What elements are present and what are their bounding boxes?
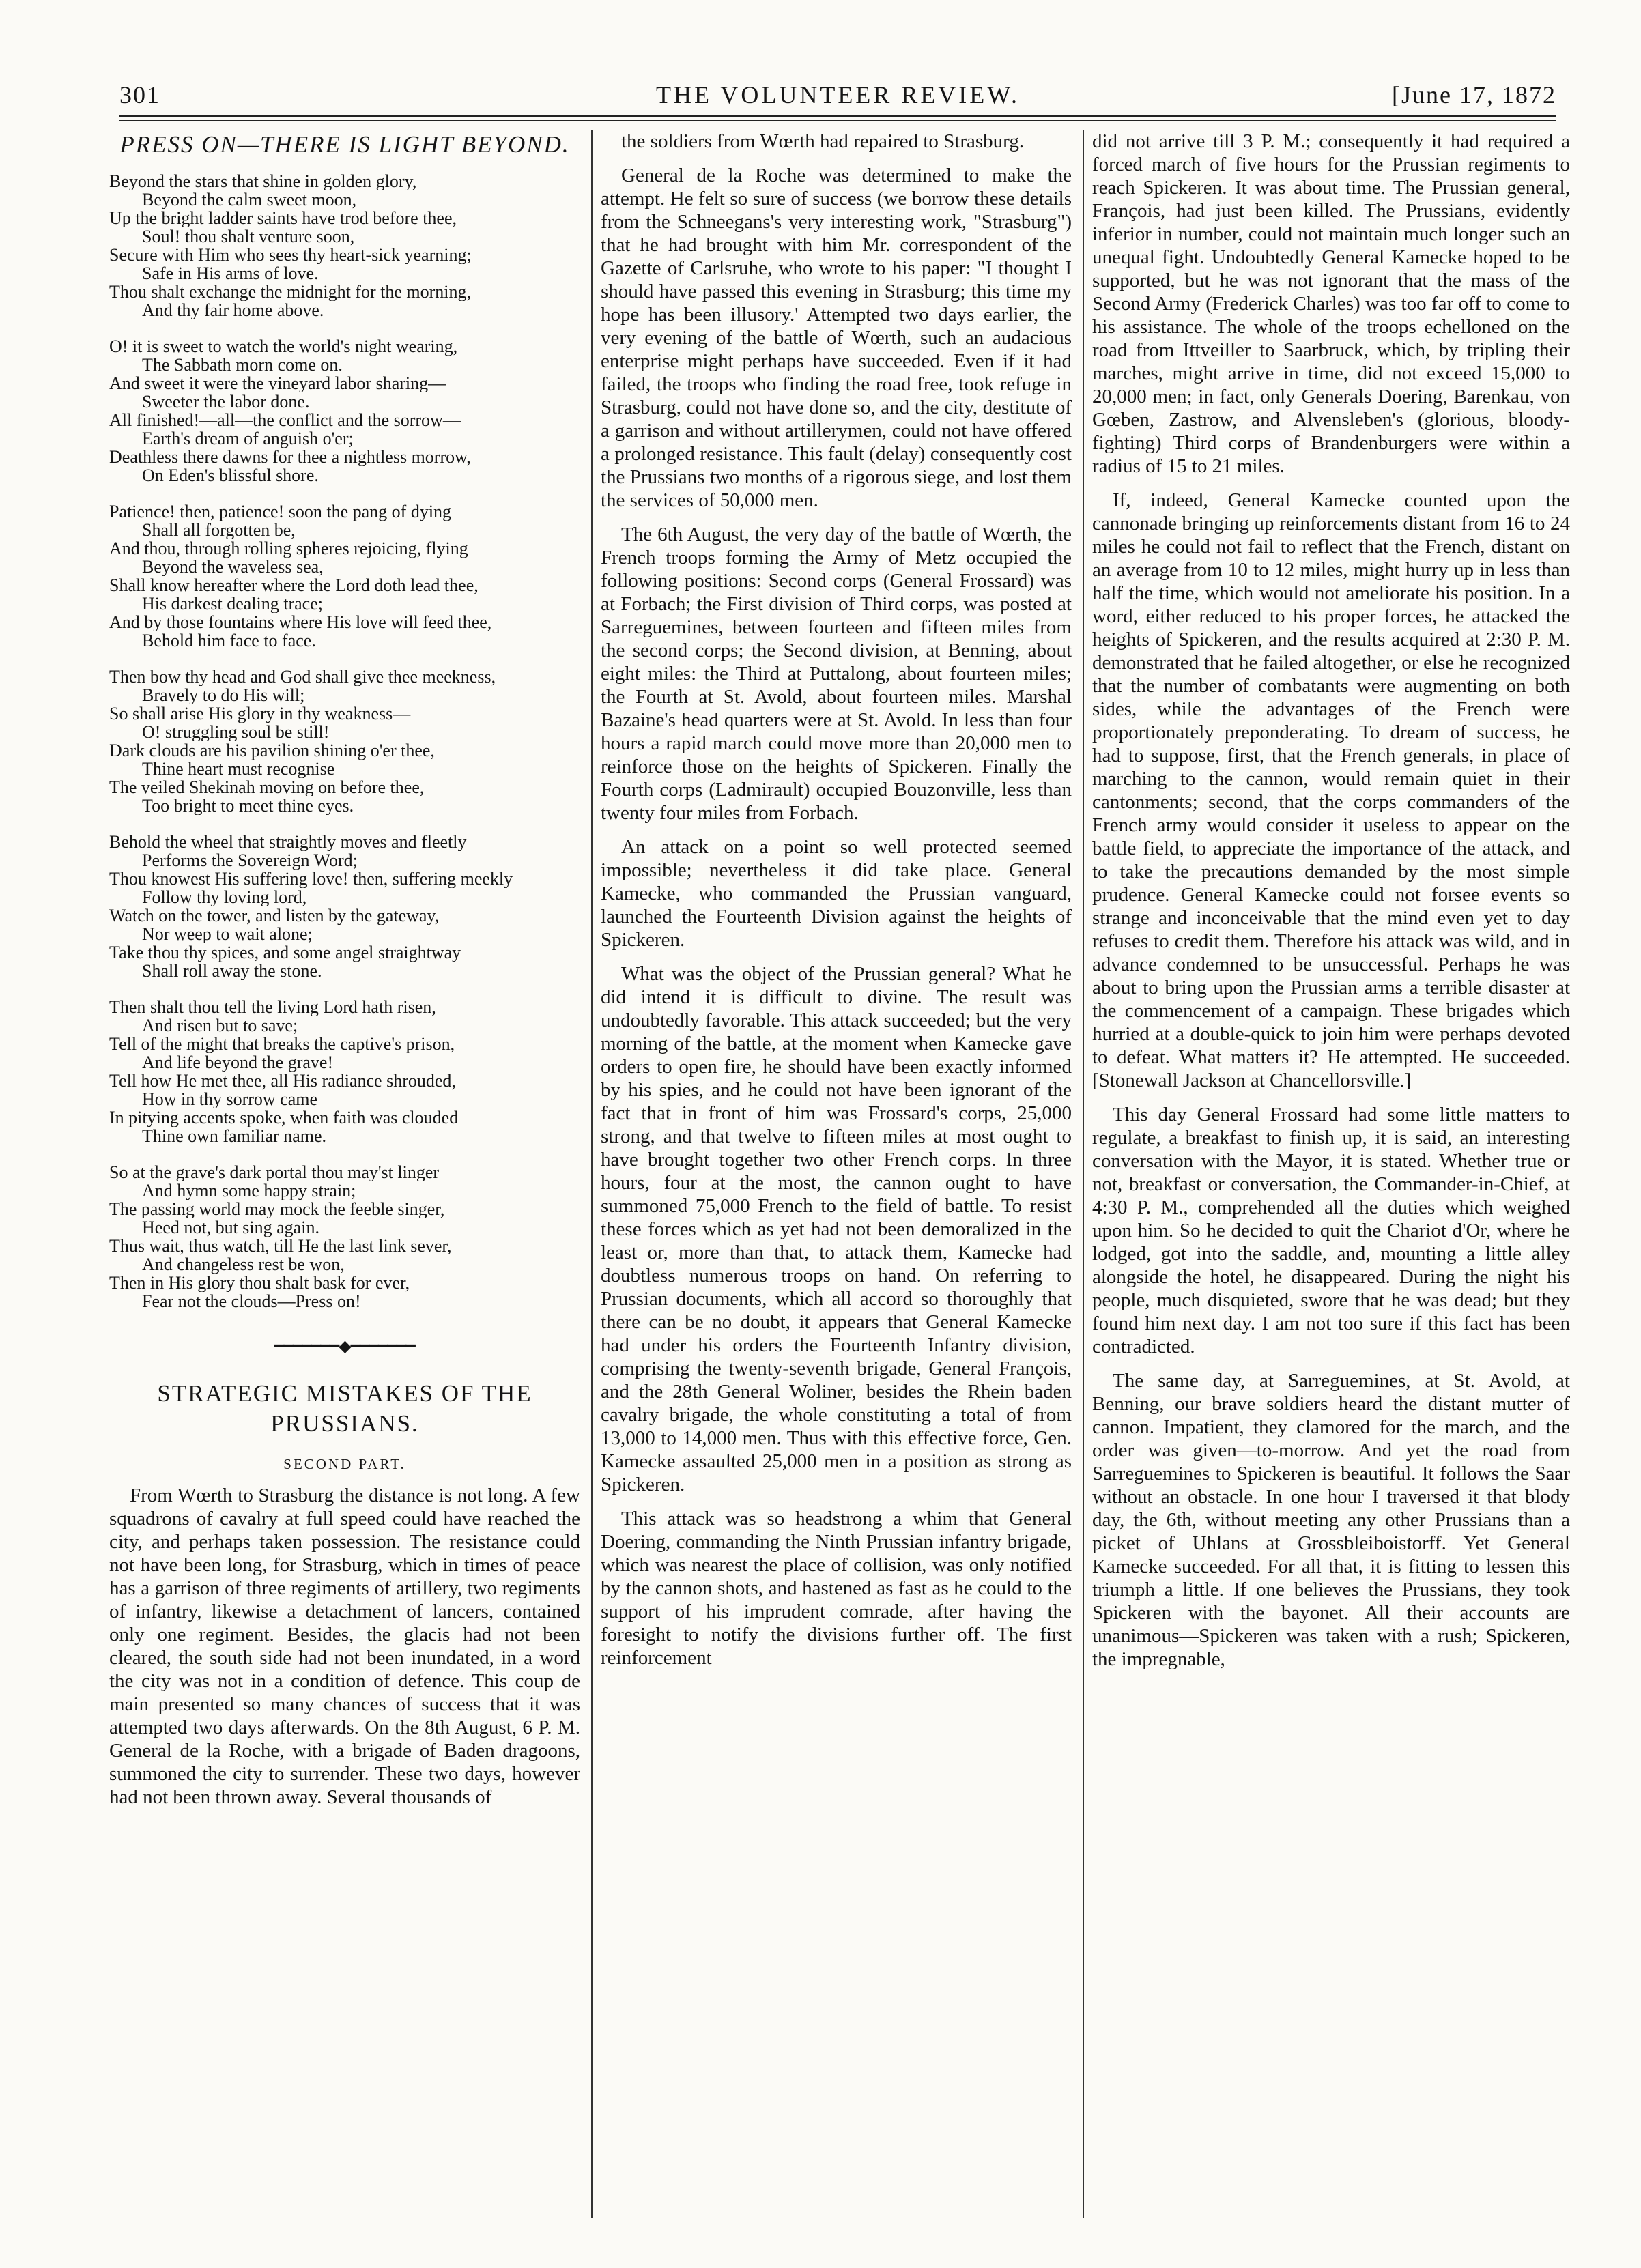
poem-line: And risen but to save; — [142, 1016, 298, 1035]
poem-line: Thine own familiar name. — [142, 1127, 327, 1145]
article-paragraph: This day General Frossard had some little matters to regulate, a breakfast to finish up, it is said, an interesting conversation with the Mayor, it is stated. Whether true or not, breakfast or conversation, the Commander-in-Chief, at 4:30 P. M., comprehended all the duties which weighed upon him. So he decided to quit the Chariot d'Or, where he lodged, got into the saddle, and, mounting a little alley alongside the hotel, he disappeared. During the night his people, much disquieted, swore that he was dead; but they found him next day. I am not too sure if this fact has been contradicted. — [1092, 1104, 1570, 1358]
poem-line: In pitying accents spoke, when faith was clouded — [109, 1108, 459, 1127]
article-paragraph: the soldiers from Wœrth had repaired to Strasburg. — [621, 130, 1025, 152]
column-1 — [109, 130, 580, 2218]
article-paragraph: If, indeed, General Kamecke counted upon the cannonade bringing up reinforcements distant from 16 to 24 miles he could not fail to reflect that the French, distant on an average from 10 to 12 miles, might hurry up in less than half the time, which would not ameliorate his position. In a word, either reduced to his proper forces, he attacked the heights of Spickeren, and the results acquired at 2:30 P. M. demonstrated that he failed altogether, or else he recognized that the number of combatants were augmenting on both sides, while the advantages of the French were proportionately preponderating. To dream of success, he had to suppose, first, that the French generals, in place of marching to the cannon, would remain quiet in their cantonments; second, that the corps commanders of the French army would consider it useless to appear on the battle field, to appreciate the importance of the attack, and to take the precautions demanded by the most simple prudence. General Kamecke could not forsee events so strange and inconceivable that the mind even yet to day refuses to credit them. Therefore his attack was wild, and in advance condemned to be unsuccessful. Perhaps he was about to bring upon the Prussian arms a terrible disaster at the commencement of a campaign. These brigades which hurried at a double-quick to join him were perhaps devoted to defeat. What matters it? He attempted. He succeeded. [Stonewall Jackson at Chancellorsville.] — [1092, 489, 1570, 1091]
poem-line: And life beyond the grave! — [142, 1053, 334, 1072]
article-paragraph: The 6th August, the very day of the battle of Wœrth, the French troops forming the Army of Metz occupied the following positions: Second corps (General Frossard) was at Forbach; the First division of Third corps, was posted at Sarreguemines, between fourteen and fifteen miles from the second corps; the Second division, at Benning, about eight miles: the Third at Puttalong, about fourteen miles; the Fourth at St. Avold, about fourteen miles. Marshal Bazaine's head quarters were at St. Avold. In less than four hours a rapid march could move more than 20,000 men to reinforce those on the heights of Spickeren. Finally the Fourth corps (Ladmirault) occupied Bouzonville, less than twenty four miles from Forbach. — [601, 523, 1072, 824]
poem-line: Patience! then, patience! soon the pang of dying — [109, 502, 452, 521]
poem-line: Performs the Sovereign Word; — [142, 851, 358, 870]
poem-line: Secure with Him who sees thy heart-sick yearning; — [109, 246, 472, 264]
poem-line: Thou shalt exchange the midnight for the morning, — [109, 283, 471, 301]
section-ornament: ━━━━━━━◆━━━━━━━ — [274, 1338, 415, 1355]
poem-line: Fear not the clouds—Press on! — [142, 1292, 361, 1310]
poem-line: Thou knowest His suffering love! then, suffering meekly — [109, 870, 513, 888]
poem-line: Nor weep to wait alone; — [142, 925, 313, 943]
poem-line: Tell how He met thee, all His radiance shrouded, — [109, 1072, 456, 1090]
poem-line: Bravely to do His will; — [142, 686, 305, 704]
poem-line: Behold the wheel that straightly moves and fleetly — [109, 833, 467, 851]
poem-line: Follow thy loving lord, — [142, 888, 307, 906]
poem-stanza — [109, 1163, 580, 1310]
poem-line: Beyond the stars that shine in golden glory, — [109, 172, 417, 190]
publication-title: THE VOLUNTEER REVIEW. — [656, 81, 1020, 109]
page-number: 301 — [119, 81, 160, 109]
poem-line: Too bright to meet thine eyes. — [142, 796, 354, 815]
column-divider — [1083, 130, 1084, 2218]
poem-line: Shall know hereafter where the Lord doth lead thee, — [109, 576, 479, 594]
poem-line: O! it is sweet to watch the world's night wearing, — [109, 337, 458, 356]
column-3-text — [1092, 130, 1570, 1671]
article-paragraph: From Wœrth to Strasburg the distance is not long. A few squadrons of cavalry at full speed could have reached the city, and perhaps taken possession. The resistance could not have been long, for Strasburg, which in times of peace has a garrison of three regiments of artillery, two regiments of infantry, likewise a detachment of lancers, contained only one regiment. Besides, the glacis had not been cleared, the south side had not been inundated, in a word the city was not in a condition of defence. This coup de main presented so many chances of success that it was attempted two days afterwards. On the 8th August, 6 P. M. General de la Roche, with a brigade of Baden dragoons, summoned the city to surrender. These two days, however had not been thrown away. Several thousands of — [109, 1484, 580, 1808]
poem-stanza — [109, 502, 580, 650]
poem-line: Tell of the might that breaks the captive's prison, — [109, 1035, 455, 1053]
poem-stanza — [109, 172, 580, 319]
column-1-text — [109, 1484, 580, 1809]
article-paragraph: An attack on a point so well protected seemed impossible; nevertheless it did take place. General Kamecke, who commanded the Prussian vanguard, launched the Fourteenth Division against the heights of Spickeren. — [601, 836, 1072, 951]
poem-line: So shall arise His glory in thy weakness— — [109, 704, 411, 723]
issue-date: [June 17, 1872 — [1392, 81, 1556, 109]
article-paragraph: This attack was so headstrong a whim that General Doering, commanding the Ninth Prussian infantry brigade, which was nearest the place of collision, was only notified by the cannon shots, and hastened as fast as he could to the support of his imprudent comrade, after having the foresight to notify the divisions further off. The first reinforcement — [601, 1508, 1072, 1669]
poem-line: How in thy sorrow came — [142, 1090, 318, 1108]
article-paragraph: What was the object of the Prussian general? What he did intend it is difficult to divine. The result was undoubtedly favorable. This attack succeeded; but the very morning of the battle, at the moment when Kamecke gave orders to open fire, he should have been exactly informed by his spies, and he could not have been ignorant of the fact that in front of him was Frossard's corps, 25,000 strong, and that twelve to fifteen miles at most ought to have brought together two other French corps. In three hours, four at the most, the cannon ought to have summoned 75,000 French to the field of battle. To resist these forces which as yet had not been demoralized in the least or, more than that, to attack them, Kamecke had doubtless numerous troops on hand. On referring to Prussian documents, which all accord so thoroughly that there can be no doubt, it appears that General Kamecke had under his orders the Fourteenth Infantry division, comprising the twenty-seventh brigade, General François, and the 28th General Woliner, besides the Rhein baden cavalry brigade, the whole constituting a total of from 13,000 to 14,000 men. Thus with this effective force, Gen. Kamecke assaulted 25,000 men in a position as strong as Spickeren. — [601, 963, 1072, 1495]
column-2 — [601, 130, 1072, 2218]
poem-line: Beyond the waveless sea, — [142, 558, 324, 576]
poem-title: PRESS ON—THERE IS LIGHT BEYOND. — [119, 131, 570, 158]
poem-line: The Sabbath morn come on. — [142, 356, 343, 374]
poem-line: All finished!—all—the conflict and the sorrow— — [109, 411, 461, 429]
poem-line: And by those fountains where His love will feed thee, — [109, 613, 492, 631]
poem-line: Dark clouds are his pavilion shining o'er thee, — [109, 741, 435, 760]
poem-line: Thine heart must recognise — [142, 760, 335, 778]
poem-body — [109, 172, 580, 1310]
poem-line: Earth's dream of anguish o'er; — [142, 429, 354, 448]
poem-line: And thou, through rolling spheres rejoicing, flying — [109, 539, 468, 558]
poem-line: Sweeter the labor done. — [142, 392, 310, 411]
poem-line: Heed not, but sing again. — [142, 1218, 319, 1237]
poem-stanza — [109, 998, 580, 1145]
column-divider — [591, 130, 593, 2218]
poem-line: And sweet it were the vineyard labor sharing— — [109, 374, 446, 392]
poem-stanza — [109, 337, 580, 485]
poem-line: Watch on the tower, and listen by the gateway, — [109, 906, 440, 925]
poem-line: Safe in His arms of love. — [142, 264, 319, 283]
column-2-text — [601, 130, 1072, 1669]
article-title: STRATEGIC MISTAKES OF THE PRUSSIANS. — [157, 1380, 532, 1437]
poem-line: Shall roll away the stone. — [142, 962, 322, 980]
poem-line: And changeless rest be won, — [142, 1255, 345, 1274]
poem-line: Up the bright ladder saints have trod before thee, — [109, 209, 457, 227]
poem-line: His darkest dealing trace; — [142, 594, 323, 613]
article-paragraph: did not arrive till 3 P. M.; consequently it had required a forced march of five hours for the Prussian regiments to reach Spickeren. It was about time. The Prussian general, François, had just been killed. The Prussians, evidently inferior in number, could not maintain much longer such an unequal fight. Undoubtedly General Kamecke hoped to be supported, but he was not ignorant that the mass of the Second Army (Frederick Charles) was too far off to come to his assistance. The whole of the troops echelloned on the road from Ittveiller to Saarbruck, which, by tripling their marches, might arrive in time, did not exceed 15,000 to 20,000 men; in fact, only Generals Doering, Barenkau, von Gœben, Zastrow, and Alvensleben's (glorious, bloody-fighting) Third corps of Brandenburgers were within a radius of 15 to 21 miles. — [1092, 130, 1570, 477]
poem-line: And thy fair home above. — [142, 301, 324, 319]
poem-line: Thus wait, thus watch, till He the last link sever, — [109, 1237, 452, 1255]
poem-line: On Eden's blissful shore. — [142, 466, 319, 485]
column-3 — [1092, 130, 1570, 2218]
poem-line: Take thou thy spices, and some angel straightway — [109, 943, 461, 962]
article-paragraph: General de la Roche was determined to make the attempt. He felt so sure of success (we borrow these details from the Schneegans's very interesting work, "Strasburg") that he had brought with him Mr. correspondent of the Gazette of Carlsruhe, who wrote to his paper: "I thought I should have passed this evening in Strasburg; this time my hope has been illusory.' Attempted two days earlier, the very evening of the battle of Wœrth, such an audacious enterprise might perhaps have succeeded. Even if it had failed, the troops who finding the road free, took refuge in Strasburg, could not have done so, and the city, destitute of a garrison and without artillerymen, could not have offered a prolonged resistance. This fault (delay) consequently cost the Prussians two months of a rigorous siege, and lost them the services of 50,000 men. — [601, 164, 1072, 511]
poem-line: The veiled Shekinah moving on before thee, — [109, 778, 425, 796]
header-rule — [119, 115, 1556, 117]
poem-line: Then in His glory thou shalt bask for ever, — [109, 1274, 410, 1292]
poem-line: Then bow thy head and God shall give thee meekness, — [109, 668, 496, 686]
header-rule-thin — [119, 120, 1556, 121]
article-subtitle: SECOND PART. — [283, 1456, 406, 1472]
poem-line: The passing world may mock the feeble singer, — [109, 1200, 445, 1218]
poem-line: O! struggling soul be still! — [142, 723, 330, 741]
poem-stanza — [109, 668, 580, 815]
poem-stanza — [109, 833, 580, 980]
page-header — [119, 81, 1556, 112]
poem-line: Shall all forgotten be, — [142, 521, 296, 539]
poem-line: Beyond the calm sweet moon, — [142, 190, 357, 209]
poem-line: Then shalt thou tell the living Lord hath risen, — [109, 998, 436, 1016]
poem-line: And hymn some happy strain; — [142, 1181, 356, 1200]
article-paragraph: The same day, at Sarreguemines, at St. Avold, at Benning, our brave soldiers heard the distant mutter of cannon. Impatient, they clamored for the march, and the order was given—to-morrow. And yet the road from Sarreguemines to Spickeren is beautiful. It follows the Saar without an obstacle. In one hour I traversed it that blody day, the 6th, without meeting any other Prussians than a picket of Uhlans at Grossbleiboistorff. Yet General Kamecke succeeded. For all that, it is fitting to lessen this triumph a little. If one believes the Prussians, they took Spickeren with the bayonet. All their accounts are unanimous—Spickeren was taken with a rush; Spickeren, the impregnable, — [1092, 1370, 1570, 1670]
poem-line: Soul! thou shalt venture soon, — [142, 227, 355, 246]
poem-line: So at the grave's dark portal thou may'st linger — [109, 1163, 440, 1181]
poem-line: Deathless there dawns for thee a nightless morrow, — [109, 448, 471, 466]
poem-line: Behold him face to face. — [142, 631, 316, 650]
